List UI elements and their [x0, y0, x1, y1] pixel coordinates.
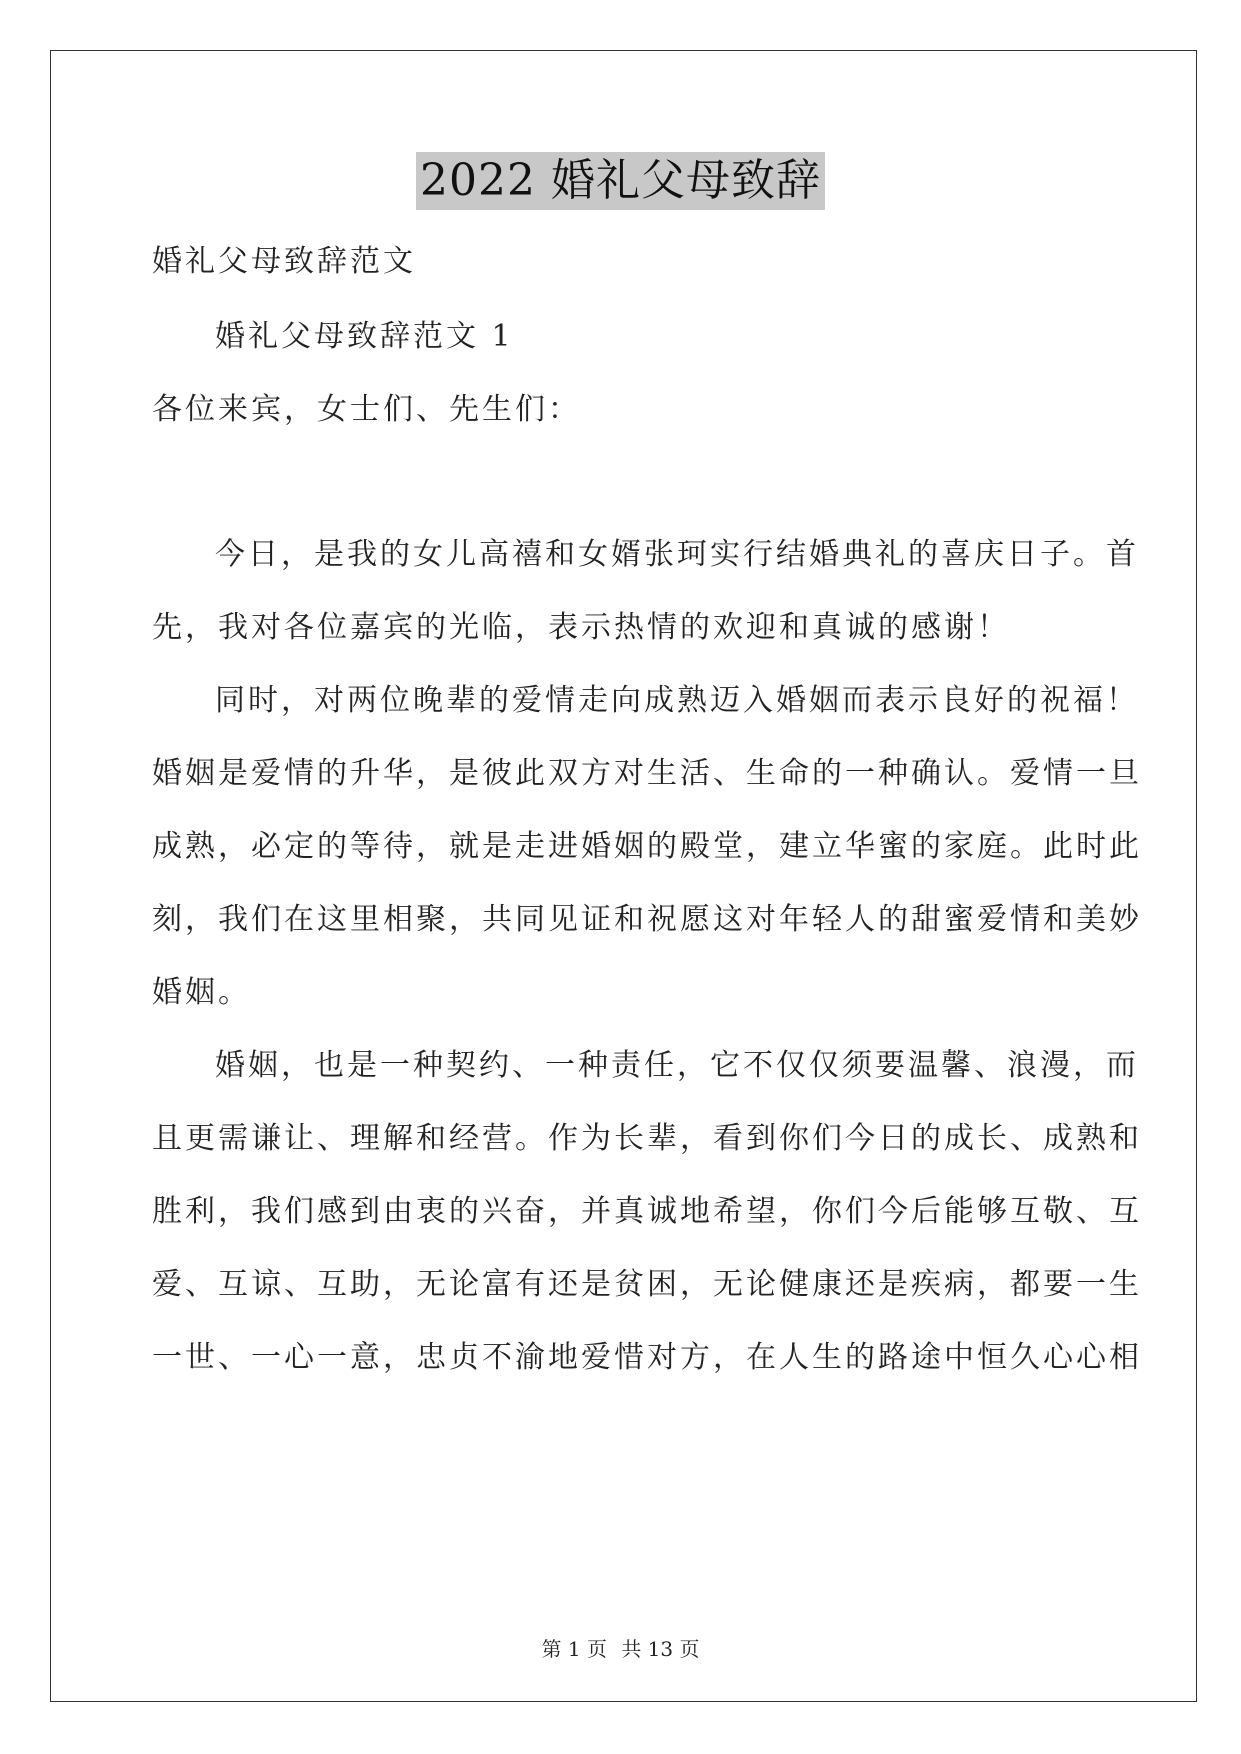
body-line: 同时，对两位晚辈的爱情走向成熟迈入婚姻而表示良好的祝福！: [215, 683, 1139, 718]
body-line: 爱、互谅、互助，无论富有还是贫困，无论健康还是疾病，都要一生: [152, 1267, 1142, 1302]
body-line: 今日，是我的女儿高禧和女婿张珂实行结婚典礼的喜庆日子。首: [215, 537, 1139, 572]
body-line: 成熟，必定的等待，就是走进婚姻的殿堂，建立华蜜的家庭。此时此: [152, 829, 1142, 864]
page-total: 共 13 页: [621, 1637, 700, 1661]
body-line: 婚姻。: [152, 975, 251, 1010]
page-number: 第 1 页: [541, 1637, 607, 1661]
body-line: 婚姻，也是一种契约、一种责任，它不仅仅须要温馨、浪漫，而: [215, 1048, 1139, 1083]
subtitle: 婚礼父母致辞范文: [152, 244, 416, 279]
body-line: 一世、一心一意，忠贞不渝地爱惜对方，在人生的路途中恒久心心相: [152, 1340, 1142, 1375]
greeting: 各位来宾，女士们、先生们：: [152, 392, 581, 427]
body-line: 先，我对各位嘉宾的光临，表示热情的欢迎和真诚的感谢！: [152, 610, 1010, 645]
body-line: 婚姻是爱情的升华，是彼此双方对生活、生命的一种确认。爱情一旦: [152, 756, 1142, 791]
body-line: 胜利，我们感到由衷的兴奋，并真诚地希望，你们今后能够互敬、互: [152, 1194, 1142, 1229]
body-line: 且更需谦让、理解和经营。作为长辈，看到你们今日的成长、成熟和: [152, 1121, 1142, 1156]
page-border: [50, 50, 1197, 1702]
document-title: 2022 婚礼父母致辞: [416, 152, 825, 210]
section-heading: 婚礼父母致辞范文 1: [215, 319, 514, 354]
page-footer: [0, 1636, 1241, 1662]
title-container: [0, 152, 1241, 210]
body-line: 刻，我们在这里相聚，共同见证和祝愿这对年轻人的甜蜜爱情和美妙: [152, 902, 1142, 937]
